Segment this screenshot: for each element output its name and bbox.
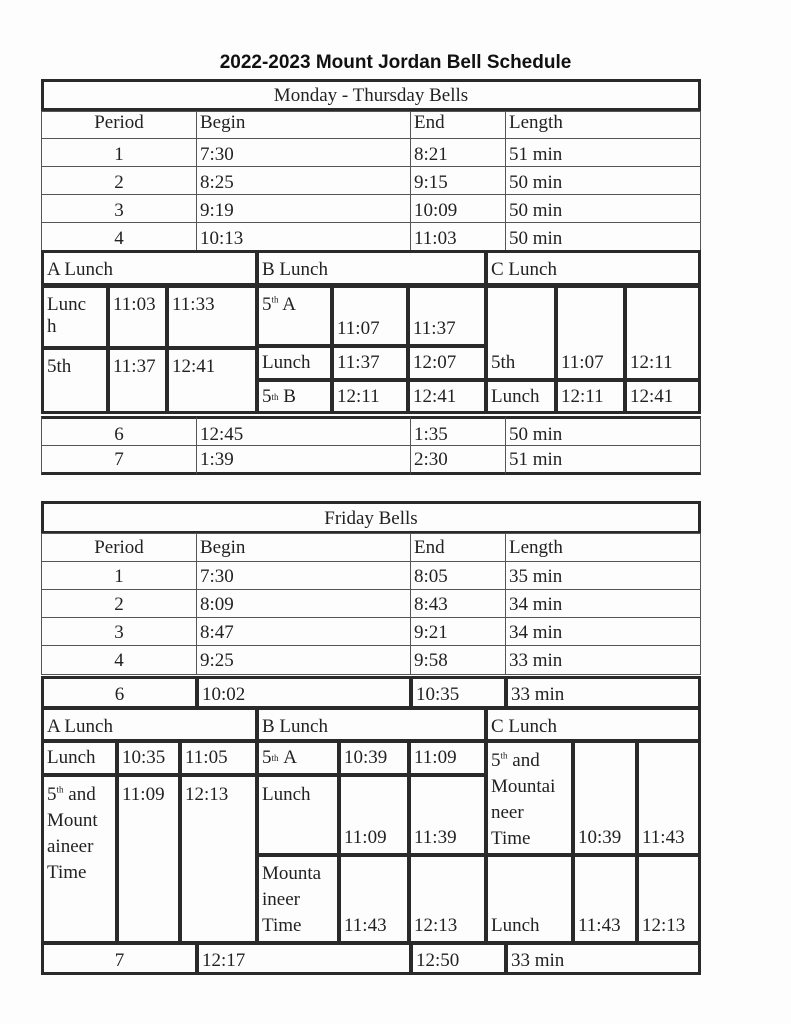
c-lunch-begin: 11:43	[572, 854, 638, 944]
a-fifth-begin: 11:09	[116, 774, 181, 944]
b-mt-line: Time	[262, 915, 302, 936]
fifth-num: 5	[262, 385, 272, 407]
header-begin: Begin	[196, 111, 411, 139]
end-cell: 8:05	[410, 561, 506, 590]
length-cell: 33 min	[505, 645, 701, 675]
b-mt-begin: 11:43	[338, 854, 410, 944]
begin-cell: 1:39	[196, 445, 411, 475]
fifth-b-letter: B	[283, 385, 296, 407]
c-fifth-begin: 10:39	[572, 740, 638, 856]
length-cell: 33 min	[505, 676, 701, 709]
b-lunch-label: Lunch	[256, 345, 333, 381]
b-mt-end: 12:13	[408, 854, 487, 944]
period-cell: 6	[41, 416, 197, 446]
c-lunch-end: 12:13	[636, 854, 701, 944]
fifth-num: 5	[262, 747, 272, 768]
b-mt-label	[256, 854, 340, 944]
begin-cell: 12:45	[196, 416, 411, 446]
begin-cell: 10:13	[196, 222, 411, 251]
fifth-num: 5	[491, 750, 501, 771]
fifth-sup: th	[56, 784, 64, 795]
mon-thu-heading: Monday - Thursday Bells	[41, 79, 701, 111]
header-begin: Begin	[196, 533, 411, 562]
b-lunch-end: 11:39	[408, 774, 487, 856]
header-period: Period	[41, 533, 197, 562]
c-fifth-label: 5th	[485, 285, 557, 381]
fifth-a-letter: A	[282, 294, 296, 315]
header-end: End	[410, 533, 506, 562]
b-fifth-a-begin: 10:39	[338, 740, 410, 776]
begin-cell: 10:02	[196, 676, 412, 709]
header-end: End	[410, 111, 506, 139]
a-lunch-label-line: h	[47, 316, 57, 337]
c-fifth-line: Mountai	[491, 776, 556, 797]
begin-cell: 7:30	[196, 561, 411, 590]
period-cell: 2	[41, 589, 197, 618]
c-lunch-begin: 12:11	[555, 379, 626, 414]
c-fifth-end: 11:43	[636, 740, 701, 856]
a-lunch-header: A Lunch	[41, 707, 258, 742]
length-cell: 50 min	[505, 416, 701, 446]
end-cell: 9:58	[410, 645, 506, 675]
end-cell: 8:21	[410, 138, 506, 167]
a-fifth-label: 5th	[41, 347, 109, 414]
period-cell: 4	[41, 645, 197, 675]
header-period: Period	[41, 111, 197, 139]
begin-cell: 8:09	[196, 589, 411, 618]
b-lunch-header: B Lunch	[256, 707, 487, 742]
begin-cell: 12:17	[196, 942, 412, 975]
a-lunch-label	[41, 285, 109, 349]
period-cell: 3	[41, 617, 197, 646]
a-fifth-begin: 11:37	[107, 347, 168, 414]
b-fifth-a-label: 5 th A	[256, 740, 340, 776]
fifth-num: 5	[47, 784, 57, 805]
page-title: 2022-2023 Mount Jordan Bell Schedule	[219, 52, 572, 73]
b-fifth-a-end: 11:37	[407, 285, 487, 347]
a-lunch-end: 11:05	[179, 740, 258, 776]
b-lunch-header: B Lunch	[256, 250, 487, 286]
period-cell: 2	[41, 166, 197, 195]
a-lunch-end: 11:33	[166, 285, 258, 349]
a-fifth-end: 12:13	[179, 774, 258, 944]
fifth-rest: and	[63, 784, 96, 805]
c-fifth-label	[485, 740, 574, 856]
length-cell: 50 min	[505, 166, 701, 195]
a-fifth-line: aineer	[47, 836, 94, 857]
c-lunch-header: C Lunch	[485, 707, 701, 742]
period-cell: 7	[41, 942, 198, 975]
c-fifth-line: Time	[491, 828, 531, 849]
length-cell: 50 min	[505, 222, 701, 251]
c-fifth-end: 12:11	[624, 285, 701, 381]
end-cell: 11:03	[410, 222, 506, 251]
length-cell: 51 min	[505, 445, 701, 475]
a-fifth-line	[47, 782, 112, 808]
header-length: Length	[505, 111, 701, 139]
c-lunch-label: Lunch	[485, 854, 574, 944]
length-cell: 33 min	[505, 942, 701, 975]
b-fifth-a-label	[256, 285, 333, 347]
end-cell: 10:09	[410, 194, 506, 223]
a-fifth-line: Time	[47, 862, 87, 883]
c-fifth-begin: 11:07	[555, 285, 626, 381]
b-lunch-begin: 11:37	[331, 345, 409, 381]
period-cell: 1	[41, 561, 197, 590]
c-fifth-line: neer	[491, 802, 524, 823]
period-cell: 7	[41, 445, 197, 475]
fifth-rest: and	[507, 750, 540, 771]
b-lunch-label: Lunch	[256, 774, 340, 856]
fifth-sup: th	[271, 294, 279, 305]
a-lunch-begin: 11:03	[107, 285, 168, 349]
header-length: Length	[505, 533, 701, 562]
period-cell: 3	[41, 194, 197, 223]
c-fifth-line	[491, 748, 568, 774]
begin-cell: 8:47	[196, 617, 411, 646]
begin-cell: 7:30	[196, 138, 411, 167]
b-fifth-b-end: 12:41	[407, 379, 487, 414]
begin-cell: 9:19	[196, 194, 411, 223]
begin-cell: 9:25	[196, 645, 411, 675]
c-lunch-label: Lunch	[485, 379, 557, 414]
end-cell: 12:50	[410, 942, 507, 975]
fifth-sup: th	[500, 750, 508, 761]
c-lunch-header: C Lunch	[485, 250, 701, 286]
b-fifth-a-begin: 11:07	[331, 285, 409, 347]
length-cell: 50 min	[505, 194, 701, 223]
period-cell: 6	[41, 676, 198, 709]
b-lunch-end: 12:07	[407, 345, 487, 381]
b-mt-line: ineer	[262, 889, 300, 910]
end-cell: 2:30	[410, 445, 506, 475]
c-lunch-end: 12:41	[624, 379, 701, 414]
length-cell: 51 min	[505, 138, 701, 167]
b-mt-line: Mounta	[262, 863, 322, 884]
length-cell: 34 min	[505, 617, 701, 646]
begin-cell: 8:25	[196, 166, 411, 195]
a-lunch-begin: 10:35	[116, 740, 181, 776]
a-fifth-label	[41, 774, 118, 944]
end-cell: 1:35	[410, 416, 506, 446]
b-lunch-begin: 11:09	[338, 774, 410, 856]
a-fifth-line: Mount	[47, 810, 98, 831]
b-fifth-b-label: 5 th B	[256, 379, 333, 414]
end-cell: 10:35	[410, 676, 507, 709]
b-fifth-a-end: 11:09	[408, 740, 487, 776]
a-fifth-end: 12:41	[166, 347, 258, 414]
a-lunch-header: A Lunch	[41, 250, 258, 286]
a-lunch-label: Lunch	[41, 740, 118, 776]
length-cell: 34 min	[505, 589, 701, 618]
period-cell: 4	[41, 222, 197, 251]
end-cell: 9:15	[410, 166, 506, 195]
friday-heading: Friday Bells	[41, 501, 701, 534]
fifth-num: 5	[262, 294, 272, 315]
a-lunch-label-line: Lunc	[47, 294, 87, 315]
b-fifth-b-begin: 12:11	[331, 379, 409, 414]
end-cell: 9:21	[410, 617, 506, 646]
fifth-a-letter: A	[283, 747, 297, 768]
end-cell: 8:43	[410, 589, 506, 618]
length-cell: 35 min	[505, 561, 701, 590]
period-cell: 1	[41, 138, 197, 167]
